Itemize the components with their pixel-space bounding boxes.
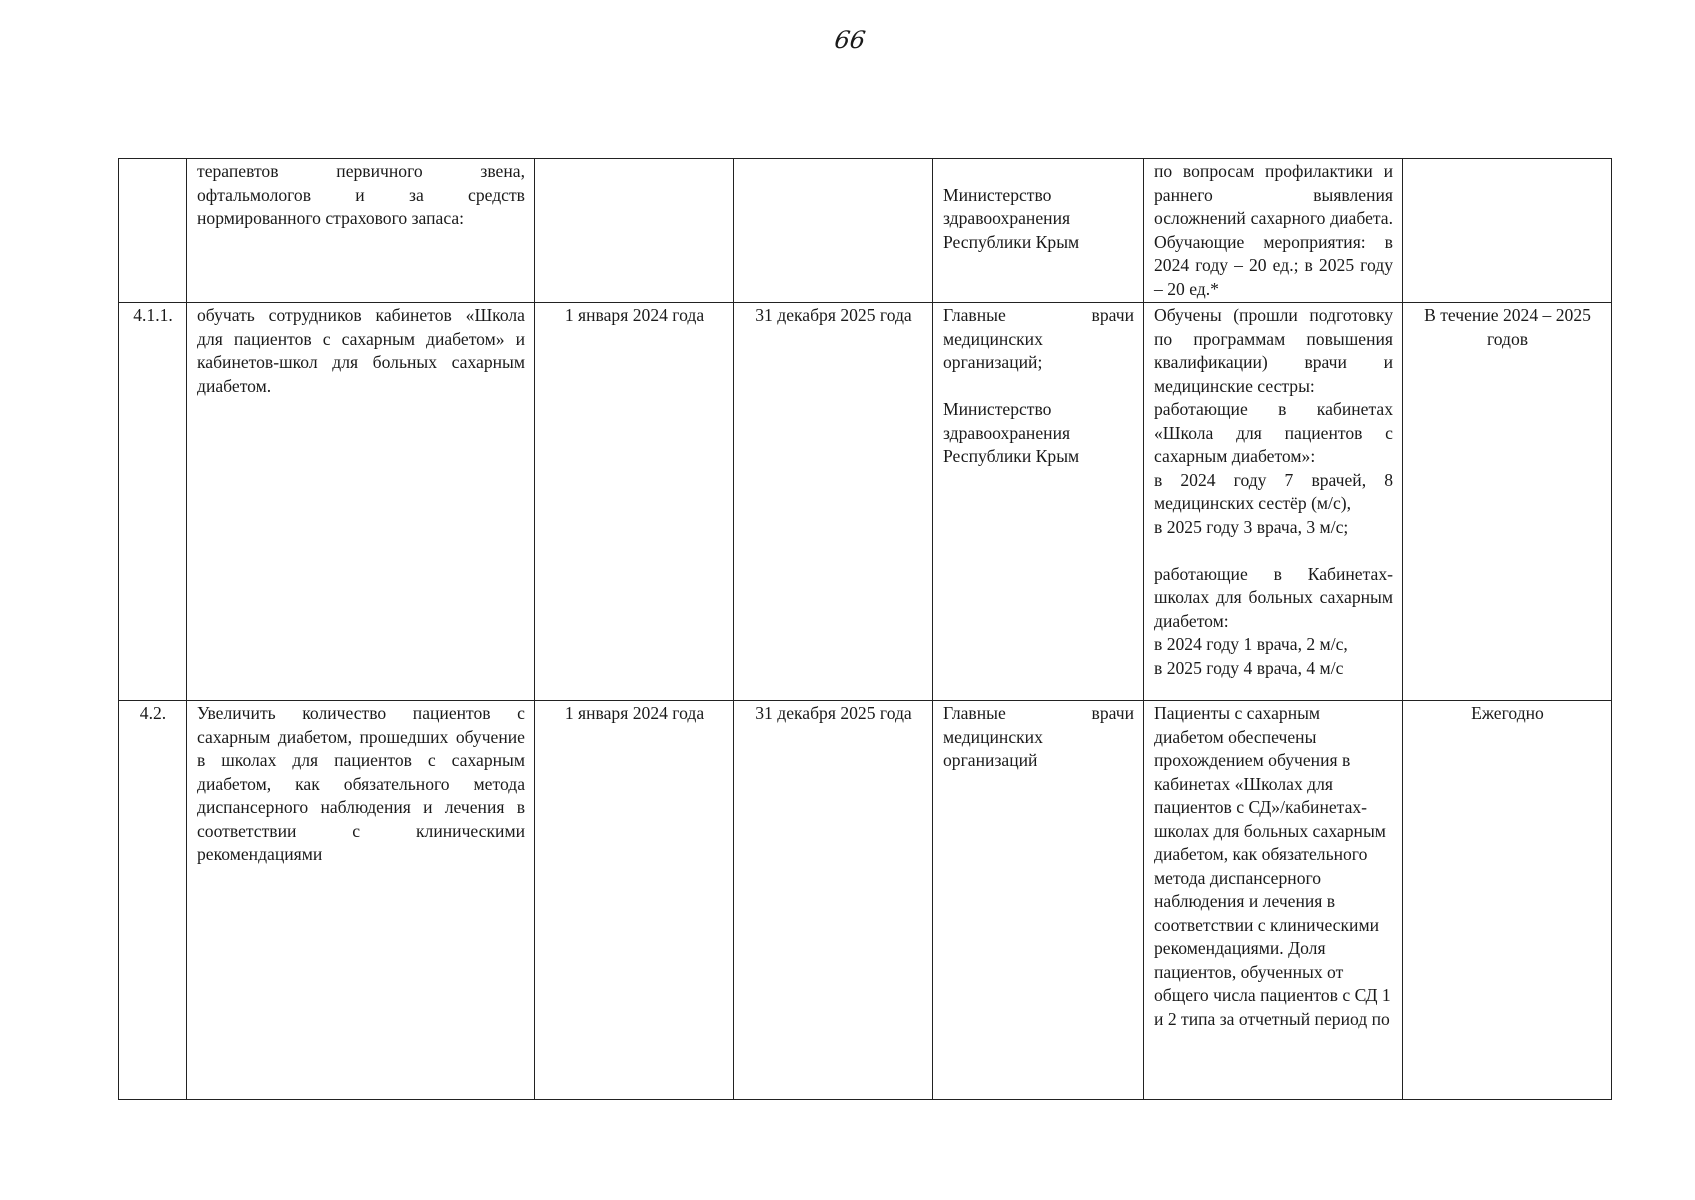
task-line: терапевтов первичного звена, <box>197 161 525 181</box>
period-cell: В течение 2024 – 2025 годов <box>1403 303 1612 701</box>
result-text: работающие в кабинетах «Школа для пациентов с сахарным диабетом»: <box>1154 399 1393 466</box>
row-number-cell <box>119 159 187 303</box>
result-cell: по вопросам профилактики и раннего выявления осложнений сахарного диабета. Обучающие мероприятия: в 2024 году – 20 ед.; в 2025 году – 20 ед.* <box>1144 159 1403 303</box>
period-cell: Ежегодно <box>1403 701 1612 1100</box>
executor-text: Министерство здравоохранения Республики Крым <box>943 399 1080 466</box>
period-cell <box>1403 159 1612 303</box>
end-date-cell: 31 декабря 2025 года <box>734 701 933 1100</box>
end-date-cell: 31 декабря 2025 года <box>734 303 933 701</box>
table-row <box>119 701 1612 1100</box>
measures-table <box>118 158 1612 1100</box>
task-cell <box>187 159 535 303</box>
result-cell <box>1144 303 1403 701</box>
result-text: в 2025 году 4 врача, 4 м/с <box>1154 657 1344 678</box>
result-text: в 2024 году 7 врачей, 8 медицинских сестёр (м/с), <box>1154 469 1393 513</box>
result-cell: Пациенты с сахарным диабетом обеспечены прохождением обучения в кабинетах «Школах для пациентов с СД»/кабинетах-школах для больных сахарным диабетом, как обязательного метода диспансерного наблюдения и лечения в соответствии с клиническими рекомендациями. Доля пациентов, обученных от общего числа пациентов с СД 1 и 2 типа за отчетный период по <box>1144 701 1403 1100</box>
task-line: нормированного страхового запаса: <box>197 208 465 228</box>
executor-cell: Главные врачи медицинских организаций <box>933 701 1144 1100</box>
executor-text: Министерство здравоохранения Республики Крым <box>943 184 1080 252</box>
result-text: в 2025 году 3 врача, 3 м/с; <box>1154 516 1349 537</box>
executor-cell <box>933 159 1144 303</box>
task-cell: Увеличить количество пациентов с сахарным диабетом, прошедших обучение в школах для пациентов с сахарным диабетом, как обязательного метода диспансерного наблюдения и лечения в соответствии с клиническими рекомендациями <box>187 701 535 1100</box>
table-row <box>119 159 1612 303</box>
result-text: работающие в Кабинетах-школах для больных сахарным диабетом: <box>1154 563 1393 631</box>
page-number: 66 <box>832 26 868 54</box>
end-date-cell <box>734 159 933 303</box>
result-text: Обучены (прошли подготовку по программам повышения квалификации) врачи и медицинские сестры: <box>1154 305 1393 396</box>
executor-cell <box>933 303 1144 701</box>
start-date-cell: 1 января 2024 года <box>535 701 734 1100</box>
row-number-cell: 4.2. <box>119 701 187 1100</box>
row-number-cell: 4.1.1. <box>119 303 187 701</box>
start-date-cell <box>535 159 734 303</box>
start-date-cell: 1 января 2024 года <box>535 303 734 701</box>
table-row <box>119 303 1612 701</box>
result-text: в 2024 году 1 врача, 2 м/с, <box>1154 634 1348 654</box>
task-cell: обучать сотрудников кабинетов «Школа для пациентов с сахарным диабетом» и кабинетов-школ для больных сахарным диабетом. <box>187 303 535 701</box>
task-line: офтальмологов и за средств <box>197 184 525 205</box>
executor-text: Главные врачи медицинских организаций; <box>943 305 1134 372</box>
